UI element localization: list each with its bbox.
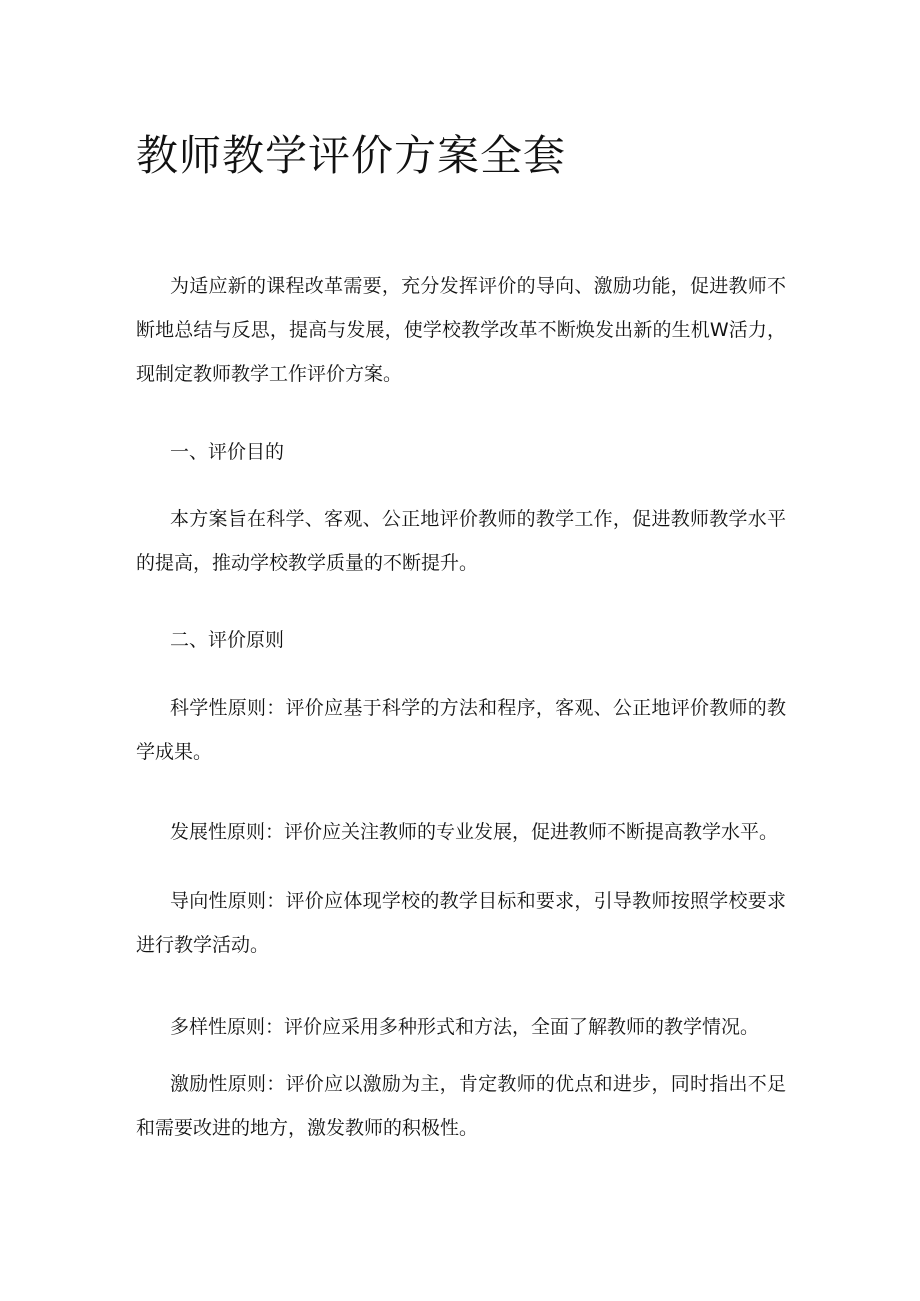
section-heading-purpose: 一、评价目的 bbox=[170, 441, 285, 463]
principle-diversity: 多样性原则：评价应采用多种形式和方法，全面了解教师的教学情况。 bbox=[170, 1016, 760, 1038]
section-heading-principles: 二、评价原则 bbox=[170, 629, 285, 651]
intro-paragraph: 为适应新的课程改革需要，充分发挥评价的导向、激励功能，促进教师不断地总结与反思，提高与发展，使学校教学改革不断焕发出新的生机W活力，现制定教师教学工作评价方案。 bbox=[136, 275, 786, 385]
document-title: 教师教学评价方案全套 bbox=[136, 131, 567, 180]
principle-scientific: 科学性原则：评价应基于科学的方法和程序，客观、公正地评价教师的教学成果。 bbox=[136, 697, 786, 763]
purpose-paragraph: 本方案旨在科学、客观、公正地评价教师的教学工作，促进教师教学水平的提高，推动学校教学质量的不断提升。 bbox=[136, 508, 786, 574]
principle-developmental: 发展性原则：评价应关注教师的专业发展，促进教师不断提高教学水平。 bbox=[170, 821, 779, 843]
principle-incentive: 激励性原则：评价应以激励为主，肯定教师的优点和进步，同时指出不足和需要改进的地方，激发教师的积极性。 bbox=[136, 1073, 786, 1139]
principle-guiding: 导向性原则：评价应体现学校的教学目标和要求，引导教师按照学校要求进行教学活动。 bbox=[136, 890, 786, 956]
